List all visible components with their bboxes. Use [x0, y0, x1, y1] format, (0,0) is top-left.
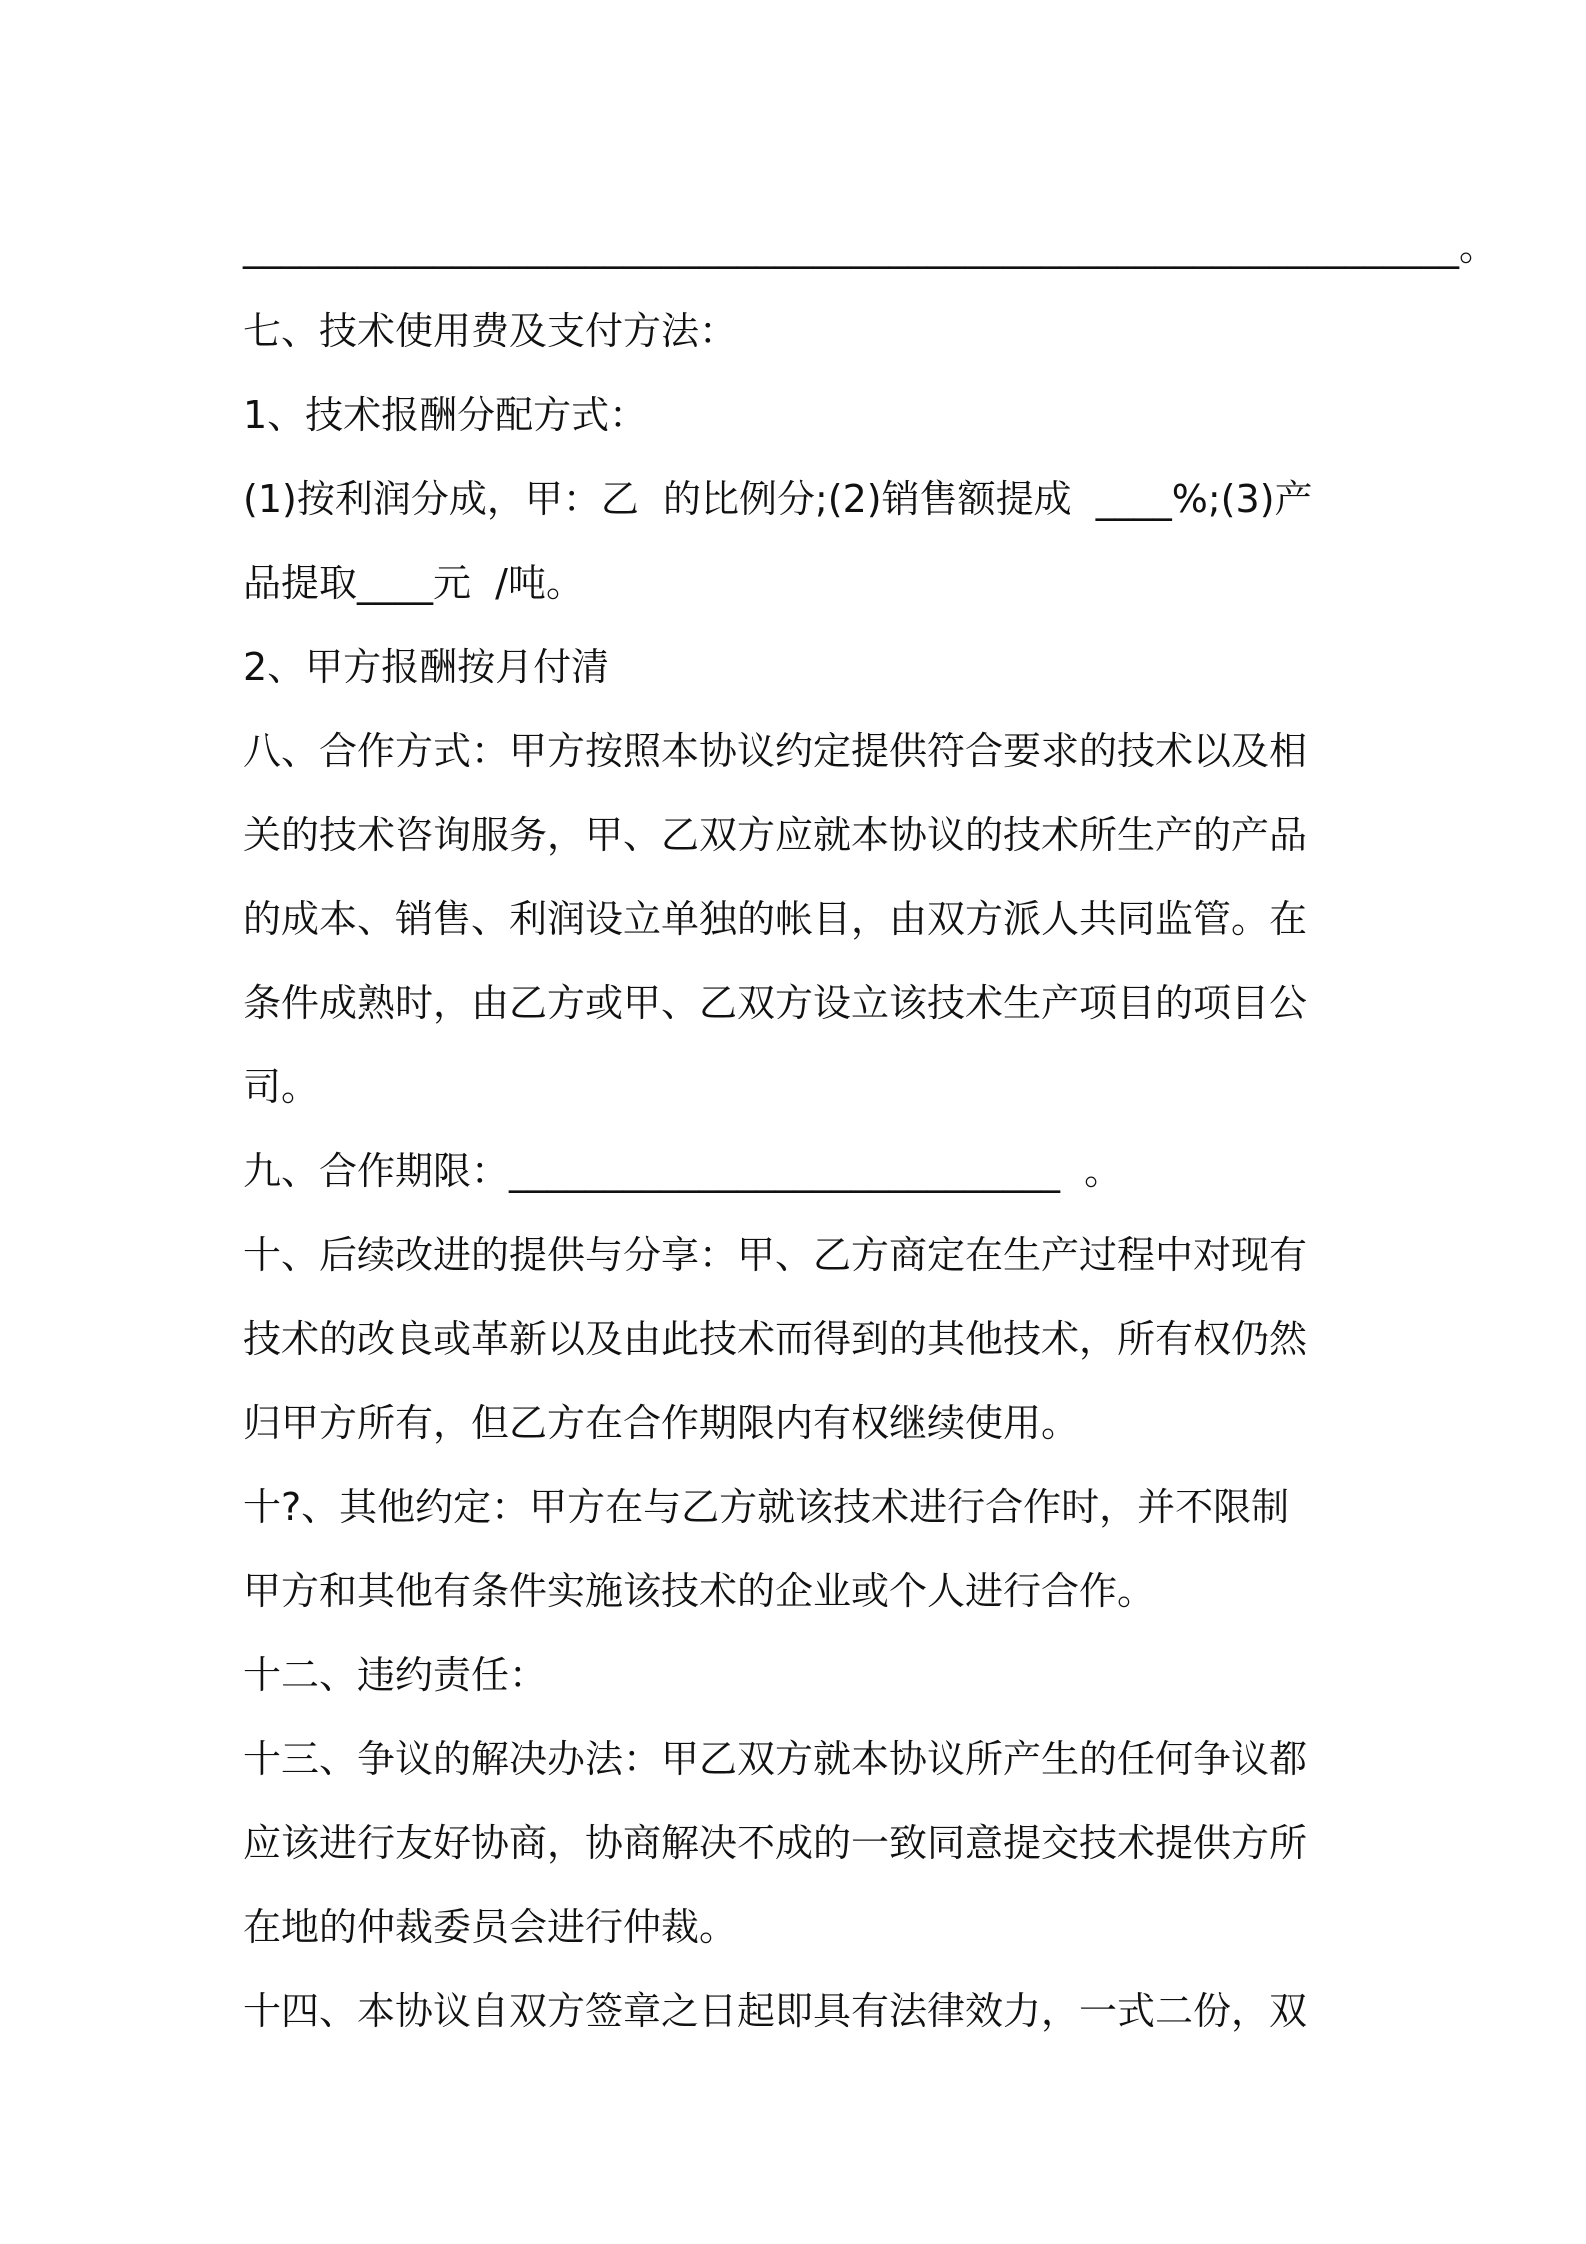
section-8-paragraph: 的成本、销售、利润设立单独的帐目，由双方派人共同监管。在	[243, 897, 1308, 941]
section-9-paragraph: 九、合作期限：_____________________________ 。	[243, 1149, 1123, 1193]
section-13-paragraph: 在地的仲裁委员会进行仲裁。	[243, 1905, 738, 1949]
section-12-heading: 十二、违约责任：	[243, 1653, 548, 1697]
section-11-paragraph: 十?、其他约定：甲方在与乙方就该技术进行合作时，并不限制	[243, 1485, 1290, 1529]
section-7-heading: 七、技术使用费及支付方法：	[243, 309, 738, 353]
section-7-item-1-text: 品提取____元 /吨。	[243, 561, 584, 605]
document-body	[243, 205, 1498, 2053]
section-10-paragraph: 技术的改良或革新以及由此技术而得到的其他技术，所有权仍然	[243, 1317, 1308, 1361]
section-8-paragraph: 关的技术咨询服务，甲、乙双方应就本协议的技术所生产的产品	[243, 813, 1308, 857]
section-13-paragraph: 十三、争议的解决办法：甲乙双方就本协议所产生的任何争议都	[243, 1737, 1308, 1781]
section-7-item-1: 1、技术报酬分配方式：	[243, 393, 648, 437]
section-8-paragraph: 八、合作方式：甲方按照本协议约定提供符合要求的技术以及相	[243, 729, 1308, 773]
section-13-paragraph: 应该进行友好协商，协商解决不成的一致同意提交技术提供方所	[243, 1821, 1308, 1865]
section-14-paragraph: 十四、本协议自双方签章之日起即具有法律效力，一式二份，双	[243, 1989, 1308, 2033]
section-7-item-2: 2、甲方报酬按月付清	[243, 645, 610, 689]
section-10-paragraph: 归甲方所有，但乙方在合作期限内有权继续使用。	[243, 1401, 1080, 1445]
section-8-paragraph: 条件成熟时，由乙方或甲、乙双方设立该技术生产项目的项目公	[243, 981, 1308, 1025]
section-7-item-1-text: (1)按利润分成，甲：乙 的比例分;(2)销售额提成 ____%;(3)产	[243, 477, 1313, 521]
blank-line-fill: ________________________________________________________________。	[243, 225, 1498, 269]
section-10-paragraph: 十、后续改进的提供与分享：甲、乙方商定在生产过程中对现有	[243, 1233, 1308, 1277]
section-8-paragraph: 司。	[243, 1065, 320, 1109]
section-11-paragraph: 甲方和其他有条件实施该技术的企业或个人进行合作。	[243, 1569, 1156, 1613]
